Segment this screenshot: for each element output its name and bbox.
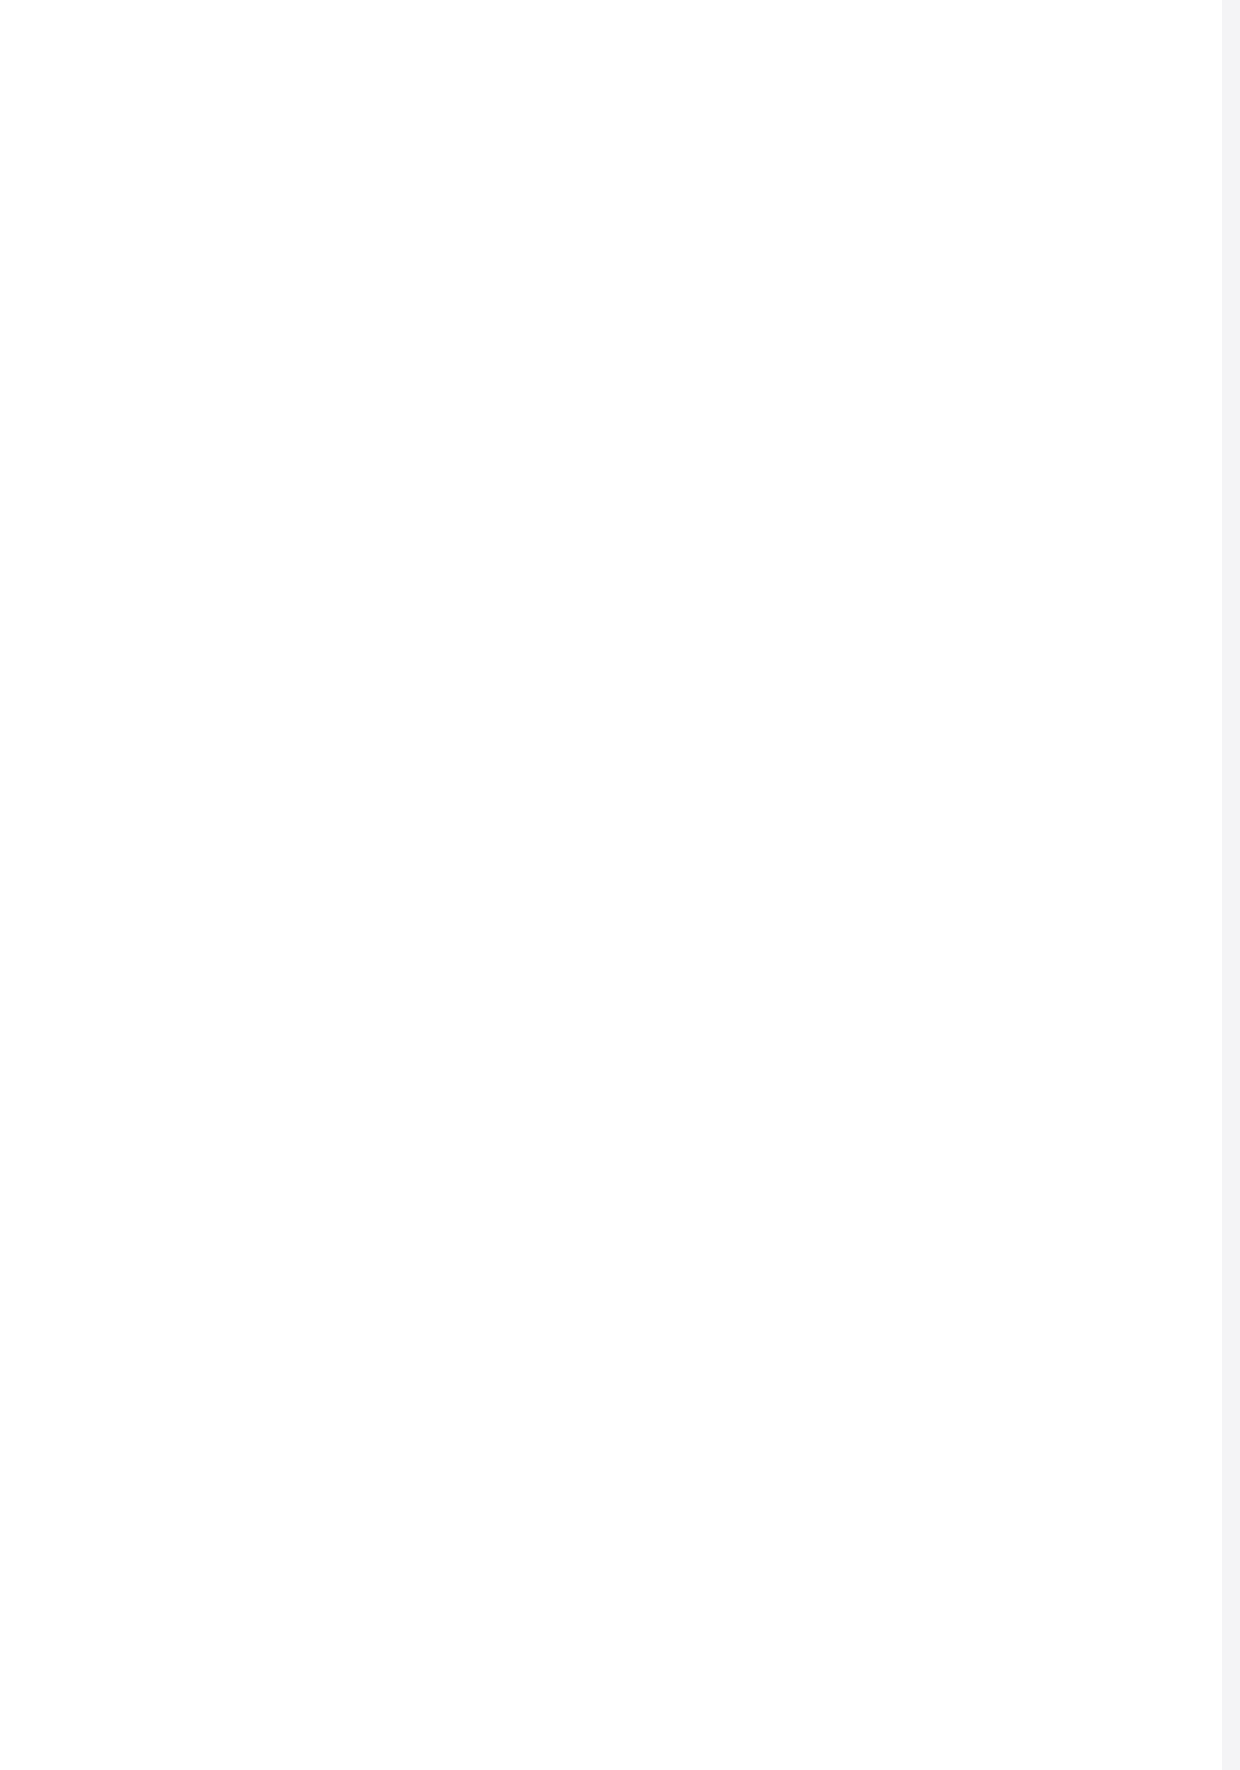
- table-of-contents: [146, 145, 1100, 167]
